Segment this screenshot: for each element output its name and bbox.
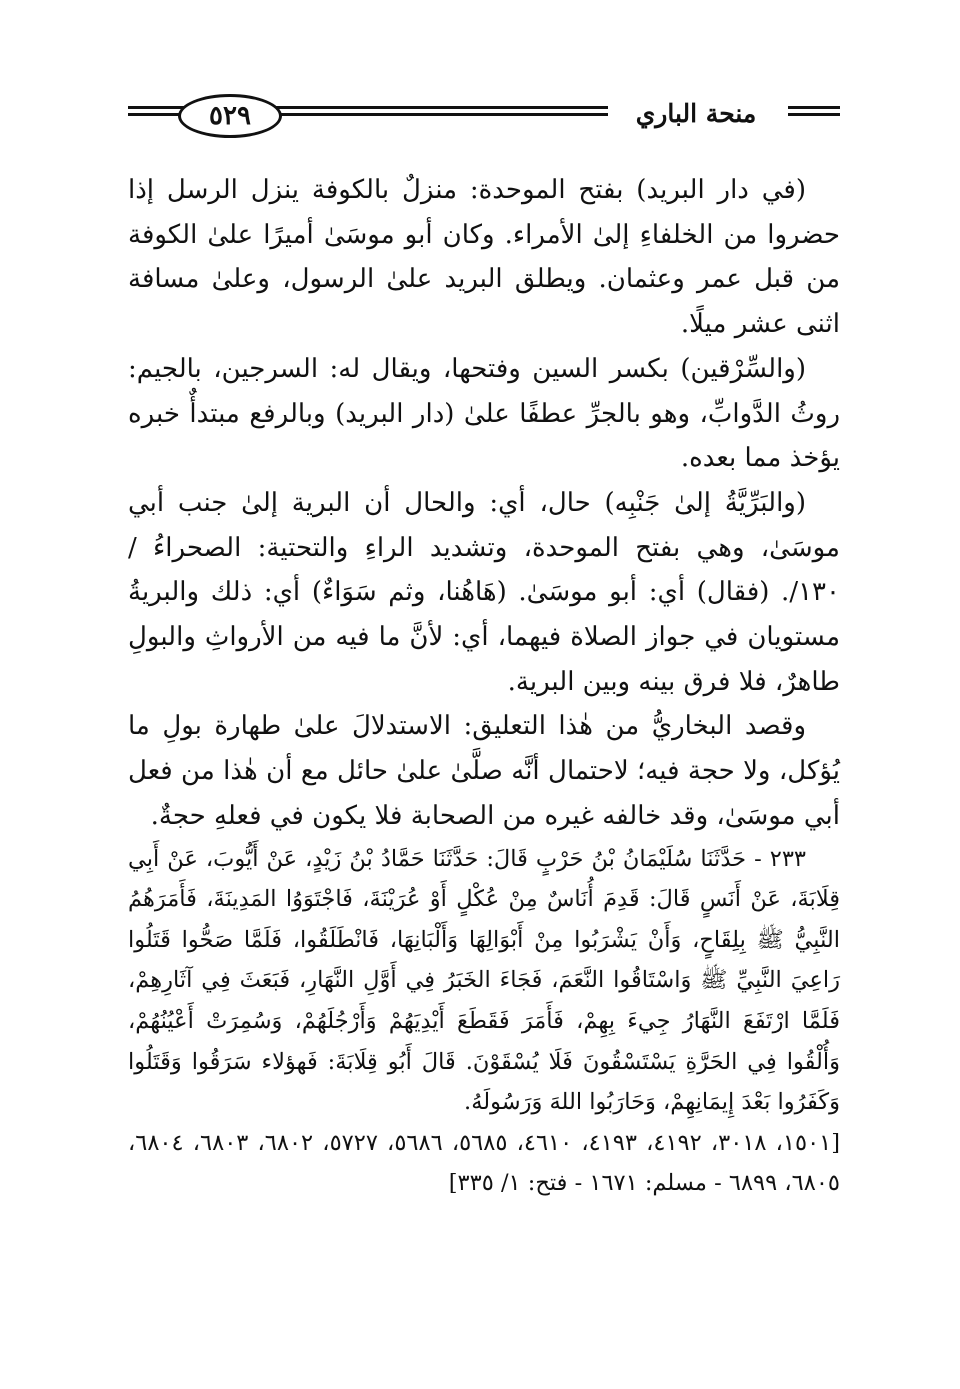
hadith-references: [١٥٠١، ٣٠١٨، ٤١٩٢، ٤١٩٣، ٤٦١٠، ٥٦٨٥، ٥٦٨٦، ٥٧٢٧، ٦٨٠٢، ٦٨٠٣، ٦٨٠٤، ٦٨٠٥، ٦٨٩٩ - مسلم: ١٦٧١ - فتح: ١/ ٣٣٥] [128,1129,841,1197]
running-title: منحة الباري [608,94,784,134]
page-number: ٥٢٩ [178,94,282,138]
hadith-text: ٢٣٣ - حَدَّثَنَا سُلَيْمَانُ بْنُ حَرْبٍ قَالَ: حَدَّثَنَا حَمَّادُ بْنُ زَيْدٍ، عَنْ أَيُّوبَ، عَنْ أَبِي قِلَابَةَ، عَنْ أَنَسٍ قَالَ: قَدِمَ أُنَاسٌ مِنْ عُكْلٍ أَوْ عُرَيْنَةَ، فَاجْتَوَوُا المَدِينَةَ، فَأَمَرَهُمُ النَّبِيُّ ﷺ بِلِقَاحٍ، وَأَنْ يَشْرَبُوا مِنْ أَبْوَالِهَا وَأَلْبَانِهَا، فَانْطَلَقُوا، فَلَمَّا صَحُّوا قَتَلُوا رَاعِيَ النَّبِيِّ ﷺ وَاسْتَاقُوا النَّعَمَ، فَجَاءَ الخَبَرُ فِي أَوَّلِ النَّهَارِ، فَبَعَثَ فِي آثَارِهِمْ، فَلَمَّا ارْتَفَعَ النَّهَارُ جِيءَ بِهِمْ، فَأَمَرَ فَقَطَعَ أَيْدِيَهُمْ وَأَرْجُلَهُمْ، وَسُمِرَتْ أَعْيُنُهُمْ، وَأُلْقُوا فِي الحَرَّةِ يَسْتَسْقُونَ فَلَا يُسْقَوْنَ. قَالَ أَبُو قِلَابَةَ: فَهؤلاء سَرَقُوا وَقَتَلُوا وَكَفَرُوا بَعْدَ إِيمَانِهِمْ، وَحَارَبُوا اللهَ وَرَسُولَهُ. [128,845,840,1116]
page-header [128,92,840,136]
header-rule-right [788,106,840,120]
commentary-paragraph: (والسِّرْقين) بكسر السين وفتحها، ويقال له: السرجين، بالجيم: روثُ الدَّوابِّ، وهو بالجرِّ عطفًا علىٰ (دار البريد) وبالرفع مبتدأٌ خبره يؤخذ مما بعده. [128,353,840,474]
commentary-paragraph: (في دار البريد) بفتح الموحدة: منزلٌ بالكوفة ينزل الرسل إذا حضروا من الخلفاءِ إلىٰ الأمراء. وكان أبو موسَىٰ أميرًا علىٰ الكوفة من قبل عمر وعثمان. ويطلق البريد علىٰ الرسول، وعلىٰ مسافة اثنى عشر ميلًا. [128,175,840,340]
commentary-paragraph: وقصد البخاريُّ من هٰذا التعليق: الاستدلالَ علىٰ طهارة بولِ ما يُؤكل، ولا حجة فيه؛ لاحتمال أنَّه صلَّىٰ علىٰ حائل مع أن هٰذا من فعل أبي موسَىٰ، وقد خالفه غيره من الصحابة فلا يكون في فعلهِ حجةٌ. [128,711,840,831]
commentary-paragraph: (والبَرِّيَّةُ إلىٰ جَنْبِه) حال، أي: والحال أن البرية إلىٰ جنب أبي موسَىٰ، وهي بفتح الموحدة، وتشديد الراءِ والتحتية: الصحراءُ / ١٣٠/. (فقال) أي: أبو موسَىٰ. (هَاهُنا، وثم سَوَاءٌ) أي: ذلك والبريةُ مستويان في جواز الصلاة فيهما، أي: لأنَّ ما فيه من الأرواثِ والبولِ طاهرٌ، فلا فرق بينه وبين البرية. [128,487,840,697]
page-body [128,168,840,1204]
